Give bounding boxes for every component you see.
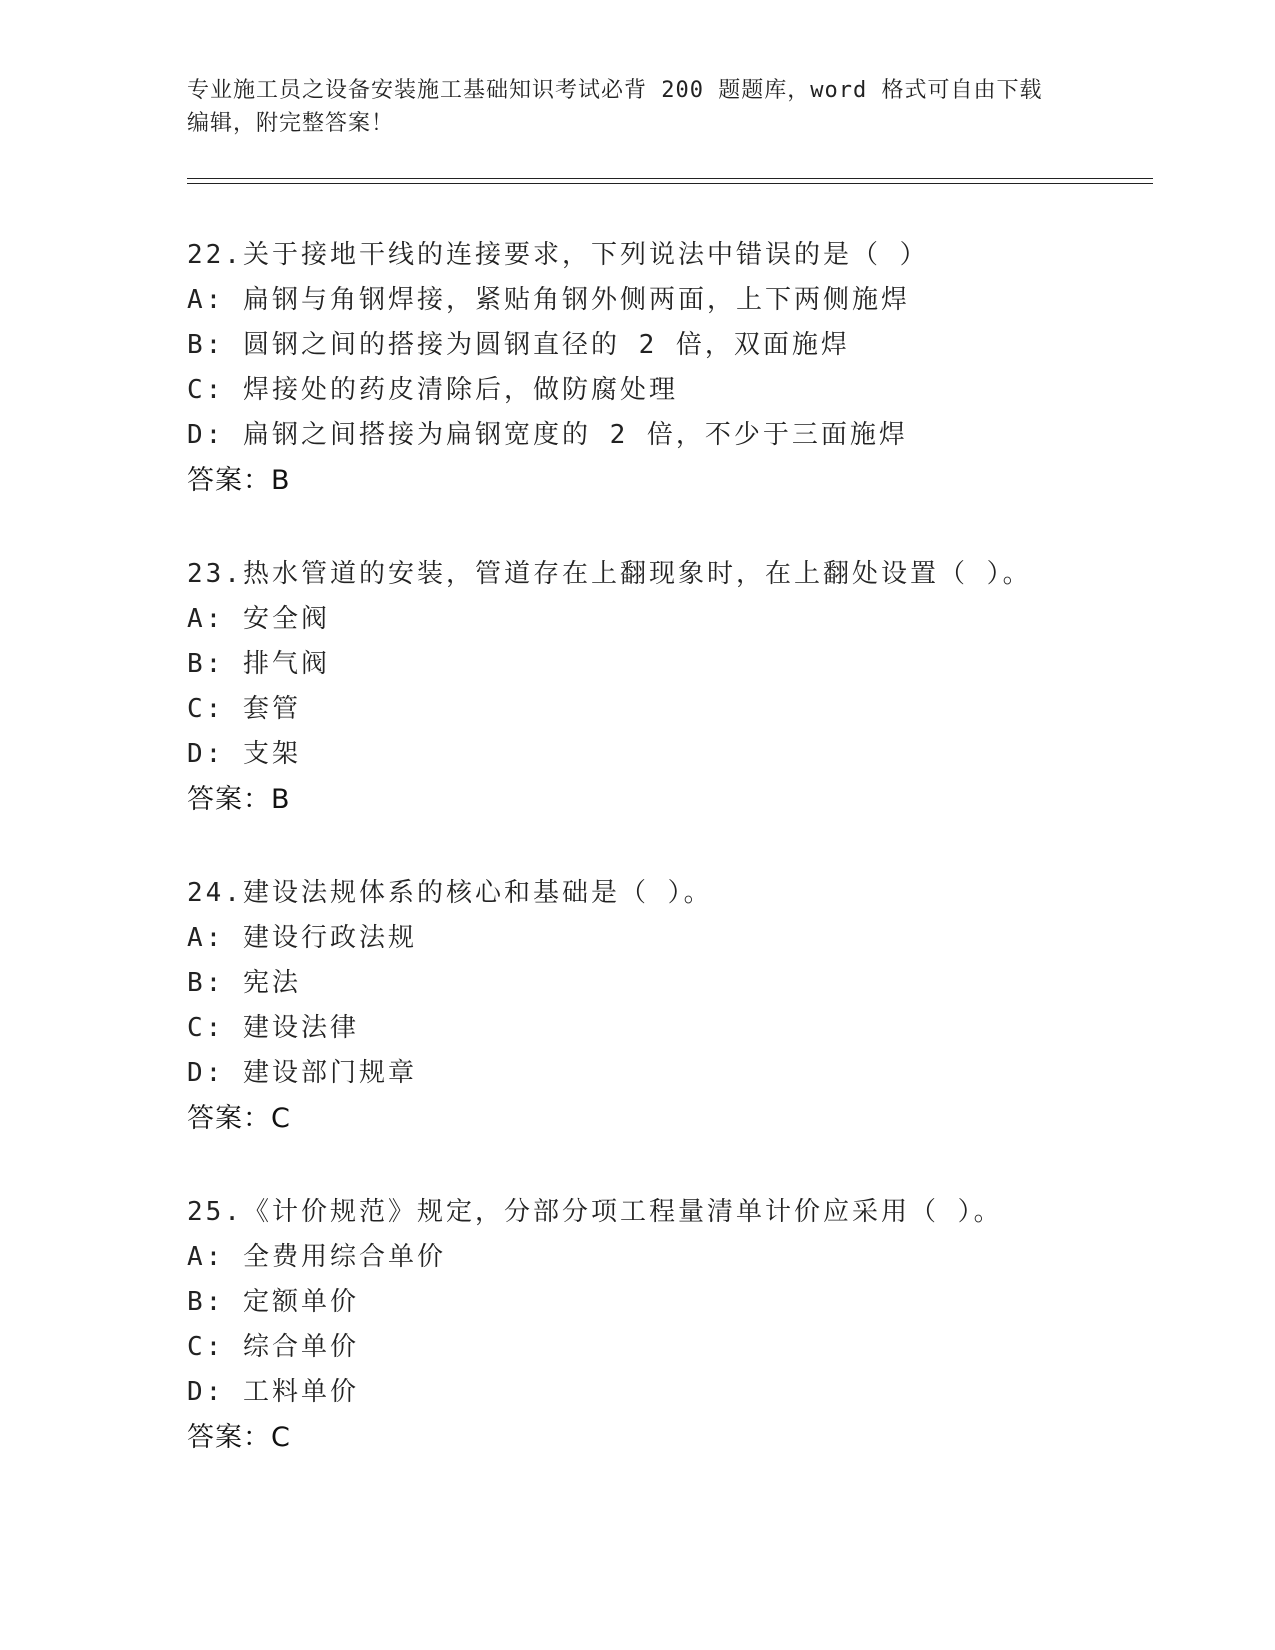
option-b: B: 排气阀	[187, 649, 330, 679]
option-a: A: 扁钢与角钢焊接，紧贴角钢外侧两面，上下两侧施焊	[187, 285, 910, 315]
answer-line: 答案：B	[187, 784, 291, 815]
question-22	[187, 233, 1147, 503]
question-stem: 23.热水管道的安装，管道存在上翻现象时，在上翻处设置（ ）。	[187, 559, 1032, 589]
header-divider-bottom	[187, 183, 1153, 184]
option-b: B: 宪法	[187, 968, 301, 998]
option-d: D: 扁钢之间搭接为扁钢宽度的 2 倍，不少于三面施焊	[187, 420, 908, 450]
option-b: B: 定额单价	[187, 1287, 359, 1317]
header-line-2: 编辑，附完整答案！	[187, 111, 395, 136]
option-d: D: 支架	[187, 739, 301, 769]
option-a: A: 全费用综合单价	[187, 1242, 446, 1272]
question-25	[187, 1190, 1147, 1460]
question-stem: 24.建设法规体系的核心和基础是（ ）。	[187, 878, 713, 908]
answer-line: 答案：B	[187, 465, 291, 496]
option-c: C: 焊接处的药皮清除后，做防腐处理	[187, 375, 678, 405]
option-d: D: 建设部门规章	[187, 1058, 417, 1088]
answer-line: 答案：C	[187, 1103, 291, 1134]
question-23	[187, 552, 1147, 822]
header-divider-top	[187, 178, 1153, 179]
question-stem: 22.关于接地干线的连接要求，下列说法中错误的是（ ）	[187, 240, 929, 270]
question-stem: 25.《计价规范》规定，分部分项工程量清单计价应采用（ ）。	[187, 1197, 1003, 1227]
answer-line: 答案：C	[187, 1422, 291, 1453]
option-c: C: 建设法律	[187, 1013, 359, 1043]
document-header	[187, 74, 1067, 140]
option-b: B: 圆钢之间的搭接为圆钢直径的 2 倍，双面施焊	[187, 330, 850, 360]
option-c: C: 综合单价	[187, 1332, 359, 1362]
option-a: A: 安全阀	[187, 604, 330, 634]
question-24	[187, 871, 1147, 1141]
option-a: A: 建设行政法规	[187, 923, 417, 953]
option-c: C: 套管	[187, 694, 301, 724]
header-line-1: 专业施工员之设备安装施工基础知识考试必背 200 题题库，word 格式可自由下载	[187, 78, 1043, 103]
option-d: D: 工料单价	[187, 1377, 359, 1407]
